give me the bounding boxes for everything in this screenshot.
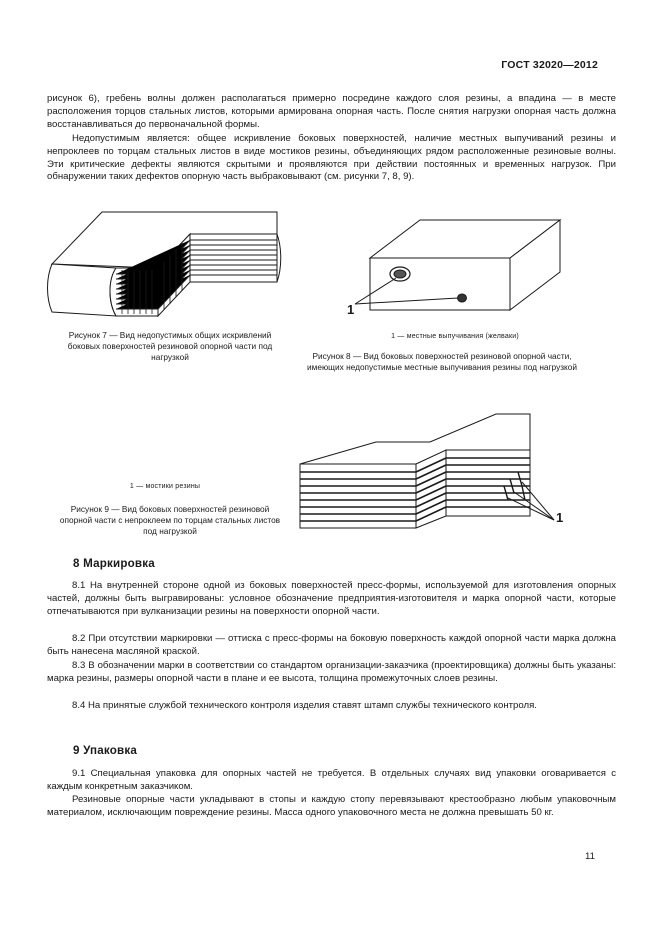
standard-number: ГОСТ 32020—2012 <box>501 59 598 71</box>
page-number: 11 <box>585 851 595 862</box>
section-8-paragraph-3: 8.3 В обозначении марки в соответствии со стандартом организации-заказчика (проектировщика) должны быть указаны: марка резины, размеры опорной части в плане и ее высота, толщина промежуточных слоев резины. <box>47 660 616 684</box>
figure-8-caption: Рисунок 8 — Вид боковых поверхностей резиновой опорной части, имеющих недопустимые местные выпучивания резины под нагрузкой <box>307 351 577 373</box>
intro-paragraph-2: Недопустимым является: общее искривление боковых поверхностей, наличие местных выпучиваний резины и непроклеев по торцам стальных листов в виде мостиков резины, объединяющих рядом расположенные резиновые волны. Эти критические дефекты являются скрытыми и проявляются при действии постоянных и временных нагрузок. При обнаружении таких дефектов опорную часть выбраковывают (см. рисунки 7, 8, 9). <box>47 133 616 183</box>
figure-9-note: 1 — мостики резины <box>129 483 201 490</box>
figure-9-drawing <box>296 412 576 532</box>
intro-paragraph-1: рисунок 6), гребень волны должен располагаться примерно посредине каждого слоя резины, а впадина — в месте расположения торцов стальных листов, которыми армирована опорная часть. После снятия нагрузки опорная часть должна восстанавливаться до первоначальной формы. <box>47 93 616 130</box>
section-8-title: 8 Маркировка <box>73 557 155 570</box>
figure-7-drawing <box>50 206 280 322</box>
figure-7-caption: Рисунок 7 — Вид недопустимых общих искривлений боковых поверхностей резиновой опорной части под нагрузкой <box>67 330 273 363</box>
figure-9-callout: 1 <box>556 510 564 525</box>
section-8-paragraph-1: 8.1 На внутренней стороне одной из боковых поверхностей пресс-формы, используемой для изготовления опорных частей, должны быть выгравированы: условное обозначение предприятия-изготовителя и марка опорной части, которые отпечатываются при вулканизации резины на поверхности опорной части. <box>47 580 616 617</box>
section-8-paragraph-4: 8.4 На принятые службой технического контроля изделия ставят штамп службы технического контроля. <box>72 700 537 711</box>
section-9-paragraph-2: Резиновые опорные части укладывают в стопы и каждую стопу перевязывают крестообразно любым упаковочным материалом, исключающим повреждение резины. Масса одного упаковочного места не должна превышать 50 кг. <box>47 794 616 818</box>
section-9-title: 9 Упаковка <box>73 744 137 757</box>
figure-8-drawing <box>345 218 565 318</box>
section-9-paragraph-1: 9.1 Специальная упаковка для опорных частей не требуется. В отдельных случаях вид упаковки оговаривается с каждым конкретным заказчиком. <box>47 768 616 792</box>
figure-9-caption: Рисунок 9 — Вид боковых поверхностей резиновой опорной части с непроклеем по торцам стальных листов под нагрузкой <box>59 504 281 537</box>
section-8-paragraph-2: 8.2 При отсутствии маркировки — оттиска с пресс-формы на боковую поверхность каждой опорной части марка должна быть нанесена масляной краской. <box>47 633 616 657</box>
figure-8-callout: 1 <box>347 302 355 317</box>
figure-8-note: 1 — местные выпучивания (желваки) <box>391 333 519 340</box>
